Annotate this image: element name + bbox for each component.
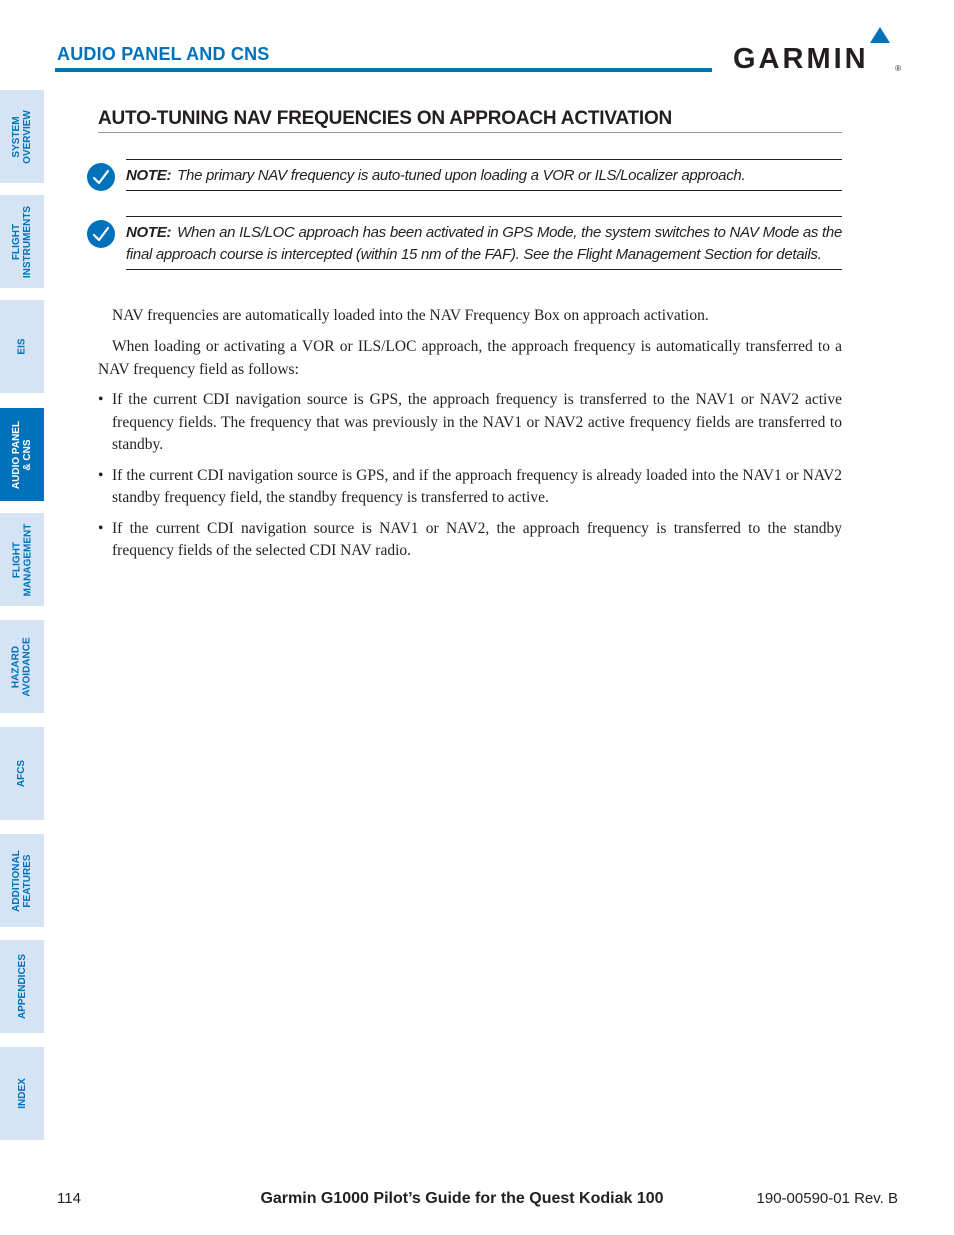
bullet-list	[98, 389, 842, 563]
note-rule-bottom	[126, 269, 842, 270]
tab-appendices[interactable]	[0, 940, 44, 1033]
list-item	[98, 389, 842, 457]
tab-label: HAZARD AVOIDANCE	[11, 636, 34, 697]
tab-flight-management[interactable]	[0, 513, 44, 606]
tab-hazard-avoidance[interactable]	[0, 620, 44, 713]
note-box	[126, 159, 842, 191]
note-rule-bottom	[126, 190, 842, 191]
body-paragraph: When loading or activating a VOR or ILS/LOC approach, the approach frequency is automatically transferred to a NAV frequency field as follows:	[98, 338, 842, 378]
tab-index[interactable]	[0, 1047, 44, 1140]
garmin-logo	[733, 26, 901, 76]
tab-label: FLIGHT MANAGEMENT	[11, 523, 33, 596]
tab-label: FLIGHT INSTRUMENTS	[11, 205, 34, 278]
list-item	[98, 518, 842, 563]
section-header: AUDIO PANEL AND CNS	[57, 44, 270, 64]
garmin-delta-icon	[869, 26, 891, 44]
body-paragraph: NAV frequencies are automatically loaded into the NAV Frequency Box on approach activation.	[112, 307, 709, 324]
tab-eis[interactable]	[0, 300, 44, 393]
tab-flight-instruments[interactable]	[0, 195, 44, 288]
list-item-text: If the current CDI navigation source is GPS, and if the approach frequency is already loaded into the NAV1 or NAV2 standby frequency field, the standby frequency is transferred to active.	[112, 466, 842, 506]
note-prefix: NOTE:	[126, 224, 172, 241]
note-text	[126, 160, 842, 190]
tab-additional-features[interactable]	[0, 834, 44, 927]
logo-registered-mark: ®	[895, 64, 901, 73]
header-rule	[55, 68, 712, 72]
tab-afcs[interactable]	[0, 727, 44, 820]
note-body: The primary NAV frequency is auto-tuned upon loading a VOR or ILS/Localizer approach.	[177, 167, 746, 184]
bullet-dot: •	[98, 466, 104, 484]
tab-label: AFCS	[16, 759, 28, 788]
tab-label: INDEX	[16, 1078, 28, 1109]
tab-system-overview[interactable]	[0, 90, 44, 183]
book-title: Garmin G1000 Pilot’s Guide for the Quest Kodiak 100	[260, 1190, 664, 1207]
tab-label: SYSTEM OVERVIEW	[11, 109, 33, 164]
list-item-text: If the current CDI navigation source is GPS, the approach frequency is transferred to the NAV1 or NAV2 active frequency fields. The frequency that was previously in the NAV1 or NAV2 active frequency fields are transferred to standby.	[112, 391, 842, 453]
checkmark-note-icon	[86, 219, 116, 249]
bullet-dot: •	[98, 391, 104, 408]
tab-label: ADDITIONAL FEATURES	[11, 849, 34, 912]
page-title: AUTO-TUNING NAV FREQUENCIES ON APPROACH ACTIVATION	[98, 108, 673, 129]
tab-label: EIS	[16, 338, 28, 355]
note-body: When an ILS/LOC approach has been activated in GPS Mode, the system switches to NAV Mode as the final approach course is intercepted (within 15 nm of the FAF). See the Flight Management Section for details.	[126, 224, 842, 263]
note-prefix: NOTE:	[126, 167, 172, 184]
tab-label: APPENDICES	[16, 953, 28, 1020]
title-rule	[98, 132, 842, 133]
note-box	[126, 216, 842, 270]
checkmark-note-icon	[86, 162, 116, 192]
list-item-text: If the current CDI navigation source is NAV1 or NAV2, the approach frequency is transferred to the standby frequency fields of the selected CDI NAV radio.	[112, 519, 842, 559]
note-text	[126, 217, 842, 269]
page-number: 114	[57, 1190, 81, 1207]
bullet-dot: •	[98, 519, 104, 537]
document-number: 190-00590-01 Rev. B	[756, 1190, 898, 1207]
tab-label: AUDIO PANEL & CNS	[11, 420, 33, 489]
tab-audio-panel-cns[interactable]	[0, 408, 44, 501]
list-item	[98, 465, 842, 510]
logo-text: GARMIN	[733, 43, 869, 75]
